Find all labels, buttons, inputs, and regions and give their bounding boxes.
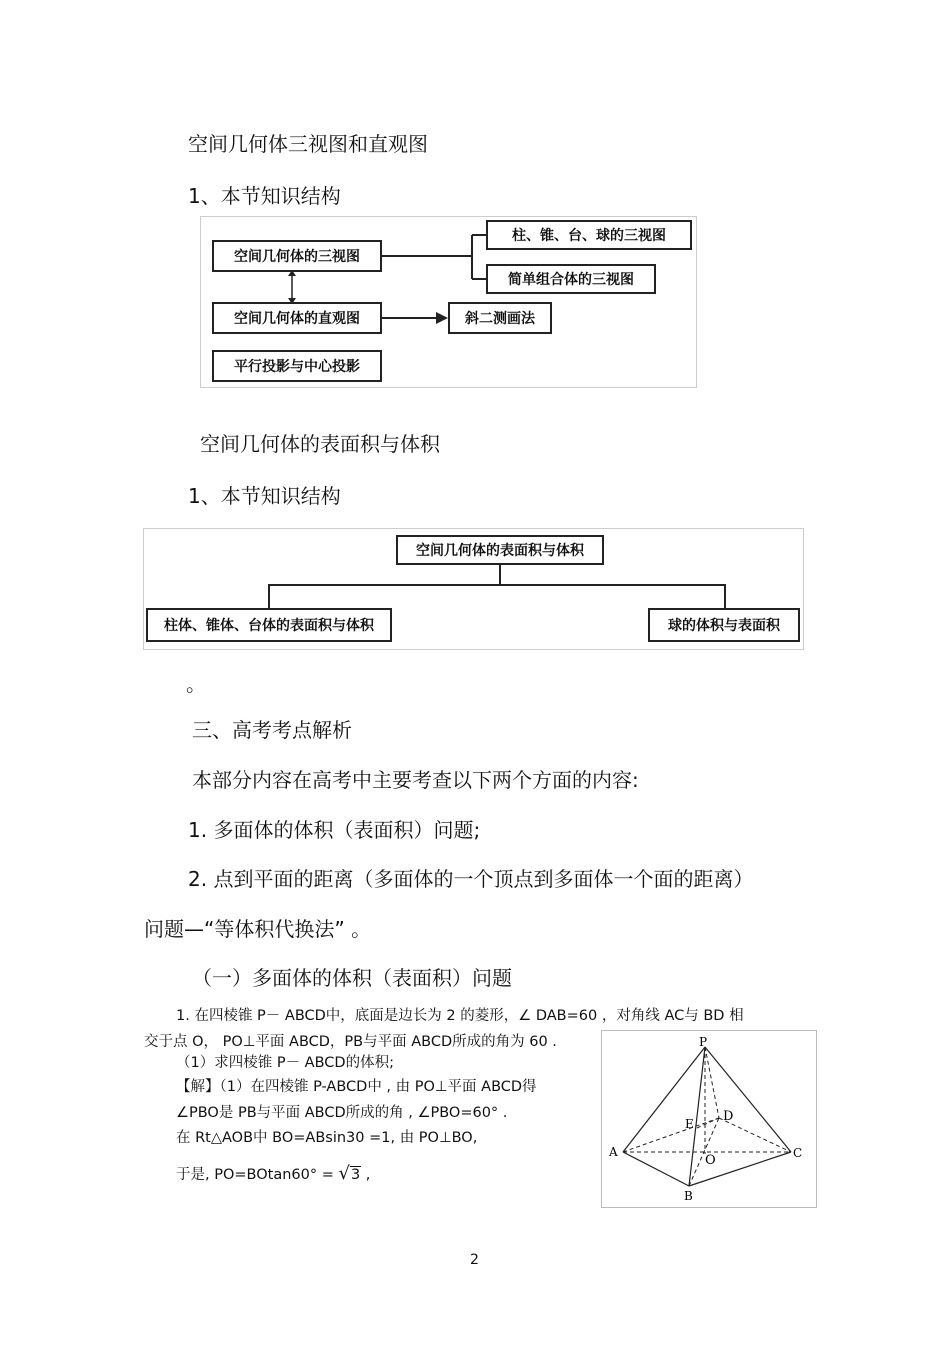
section1-subtitle: 1、本节知识结构: [188, 184, 341, 208]
box-projection: 平行投影与中心投影: [212, 350, 382, 382]
problem-line2: 交于点 O， PO⊥平面 ABCD，PB与平面 ABCD所成的角为 60 .: [144, 1034, 557, 1050]
pyramid-figure: [601, 1030, 817, 1208]
box-three-views: 空间几何体的三视图: [212, 240, 382, 272]
section3-item2-line1: 2. 点到平面的距离（多面体的一个顶点到多面体一个面的距离）: [188, 867, 754, 891]
connector-bar: [268, 584, 726, 586]
problem-line4: 【解】（1）在四棱锥 P-ABCD中 , 由 PO⊥平面 ABCD得: [176, 1079, 537, 1095]
section3-item1: 1. 多面体的体积（表面积）问题;: [188, 818, 481, 842]
problem-line6: 在 Rt△AOB中 BO=ABsin30 =1, 由 PO⊥BO,: [176, 1130, 478, 1146]
sqrt-sign: √: [338, 1163, 350, 1184]
box-column-cone: 柱、锥、台、球的三视图: [486, 220, 692, 250]
section3-title: 三、高考考点解析: [192, 718, 352, 742]
problem-line1: 1. 在四棱锥 P－ ABCD中，底面是边长为 2 的菱形，∠ DAB=60 ，对角线 AC与 BD 相: [176, 1008, 744, 1024]
label-D: D: [723, 1109, 734, 1124]
section2-subtitle: 1、本节知识结构: [188, 484, 341, 508]
box-simple-combo: 简单组合体的三视图: [486, 264, 656, 294]
trailing-mark: 。: [186, 672, 206, 696]
label-O: O: [705, 1153, 716, 1168]
section3-subsection: （一）多面体的体积（表面积）问题: [192, 966, 512, 990]
box-oblique: 斜二测画法: [448, 302, 552, 334]
box-intuitive: 空间几何体的直观图: [212, 302, 382, 334]
box-left: 柱体、锥体、台体的表面积与体积: [146, 608, 392, 642]
section1-title: 空间几何体三视图和直观图: [188, 132, 428, 156]
problem-line3: （1）求四棱锥 P－ ABCD的体积;: [176, 1055, 394, 1071]
label-B: B: [684, 1189, 693, 1203]
connector-right: [724, 584, 726, 608]
box-right: 球的体积与表面积: [648, 608, 800, 642]
diagram-connectors: [200, 216, 697, 388]
connector-stem: [499, 565, 501, 585]
connector-left: [268, 584, 270, 608]
box-top: 空间几何体的表面积与体积: [396, 535, 604, 565]
problem-line7-suffix: ,: [365, 1167, 371, 1183]
label-A: A: [609, 1145, 618, 1159]
page-number: 2: [470, 1252, 479, 1268]
problem-line5: ∠PBO是 PB与平面 ABCD所成的角 , ∠PBO=60° .: [176, 1105, 508, 1121]
section3-item2-line2: 问题—“等体积代换法” 。: [144, 917, 372, 941]
section2-title: 空间几何体的表面积与体积: [200, 432, 440, 456]
problem-line7-prefix: 于是, PO=BOtan60° =: [176, 1167, 334, 1183]
label-C: C: [793, 1146, 803, 1160]
label-E: E: [685, 1117, 694, 1131]
label-P: P: [699, 1035, 708, 1049]
section3-intro: 本部分内容在高考中主要考查以下两个方面的内容:: [192, 768, 639, 792]
sqrt-radicand: 3: [350, 1167, 361, 1183]
problem-line7: [176, 1163, 370, 1184]
